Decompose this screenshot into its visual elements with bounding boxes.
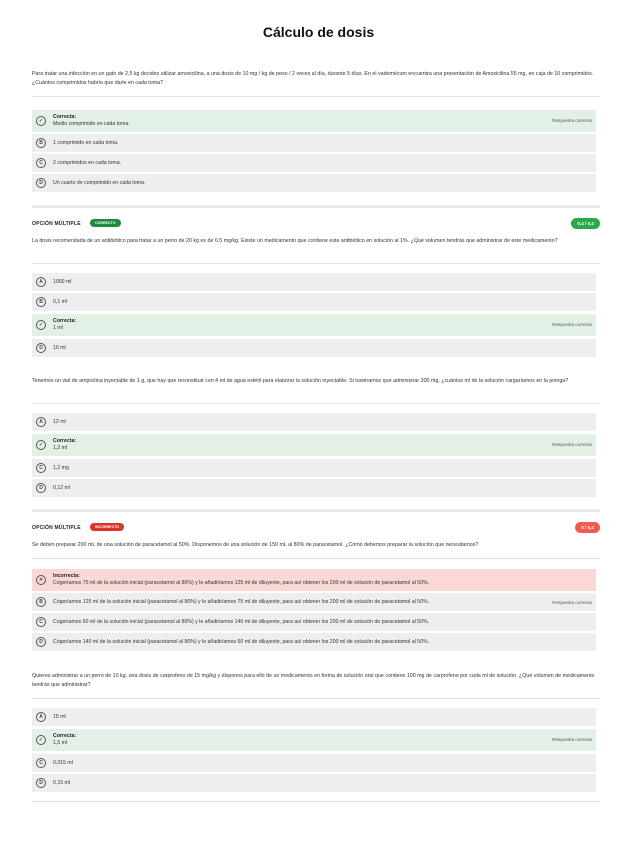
option-text: 1,2 mg [53, 465, 69, 471]
x-circle-icon: ✕ [36, 575, 46, 585]
option[interactable] [32, 413, 596, 431]
option-correct[interactable] [32, 314, 596, 336]
section-divider [32, 205, 600, 208]
correct-label: Correcta: [53, 438, 77, 444]
question-text: Tenemos un vial de ampicilina inyectable de 1 g, que hay que reconstituir con 4 ml de agua estéril para elaborar la solución inyectable. Si tuviéramos que administrar 300 mg, ¿cuántos ml de la solución cargaríamos en la jeringa? [32, 378, 569, 384]
option[interactable] [32, 273, 596, 291]
option[interactable] [32, 293, 596, 311]
option-letter: A [36, 417, 46, 427]
option-letter: C [36, 463, 46, 473]
correct-label: Correcta: [53, 114, 77, 120]
right-answer-label: Respuesta correcta [552, 600, 592, 605]
correct-label: Correcta: [53, 318, 77, 324]
divider [32, 263, 600, 264]
option[interactable] [32, 479, 596, 497]
option-text: Cogeríamos 60 ml de la solución inicial (paracetamol al 80%) y le añadiríamos 140 ml de diluyente, para así obtener los 200 ml de solución de paracetamol al 50%. [53, 619, 430, 625]
right-answer-label: Respuesta correcta [552, 442, 592, 447]
option-letter: D [36, 778, 46, 788]
option-letter: D [36, 178, 46, 188]
option-letter: B [36, 597, 46, 607]
option-text: Cogeríamos 140 ml de la solución inicial (paracetamol al 80%) y le añadiríamos 60 ml de diluyente, para así obtener los 200 ml de solución de paracetamol al 50%. [53, 639, 430, 645]
option-letter: A [36, 277, 46, 287]
question-type: OPCIÓN MÚLTIPLE [32, 525, 81, 531]
option-text: 1000 ml [53, 279, 72, 285]
question-text: La dosis recomendada de un antibiótico para tratar a un perro de 20 kg es de 0.5 mg/kg. Existe un medicamento que contiene este antibiótico en solución al 1%. ¿Qué volumen tendrás que administrar de este medicamento? [32, 238, 558, 244]
question-text: Para tratar una infección en un gato de 2,5 kg decides utilizar amoxicilina, a una dosis de 10 mg / kg de peso / 2 veces al día, durante 5 días. En el vademécum encuentra una presentación de Amoxicilina 55 mg, en caja de 10 comprimidos. ¿Cuántos comprimidos habría que darle en cada toma? [32, 71, 594, 86]
right-answer-label: Respuesta correcta [552, 322, 592, 327]
option-letter: B [36, 138, 46, 148]
option[interactable] [32, 134, 596, 152]
option-text: Un cuarto de comprimido en cada toma. [53, 180, 146, 186]
score-badge: 0,4 / 0,4 [571, 218, 600, 229]
correct-label: Correcta: [53, 733, 77, 739]
option-letter: C [36, 617, 46, 627]
option-letter: A [36, 712, 46, 722]
check-circle-icon: ✓ [36, 116, 46, 126]
status-badge: CORRECTO [90, 219, 121, 227]
option[interactable] [32, 754, 596, 772]
question-text: Quieres administrar a un perro de 10 kg, una dosis de carprofeno de 15 mg/kg y dispones para ello de un medicamento en forma de solución oral que contiene 100 mg de carprofeno por cada ml de solución. ¿Qué volumen de medicamento tendrás que administrar? [32, 673, 595, 688]
option-text: Cogeríamos 75 ml de la solución inicial (paracetamol al 80%) y le añadiríamos 125 ml de diluyente, para así obtener los 200 ml de solución de paracetamol al 50%. [53, 580, 430, 586]
check-circle-icon: ✓ [36, 440, 46, 450]
option-incorrect[interactable] [32, 569, 596, 591]
incorrect-label: Incorrecta: [53, 573, 80, 579]
divider [32, 403, 600, 404]
option[interactable] [32, 633, 596, 651]
check-circle-icon: ✓ [36, 320, 46, 330]
option-text: 12 ml [53, 419, 66, 425]
option[interactable] [32, 613, 596, 631]
option-letter: C [36, 158, 46, 168]
option-correct[interactable] [32, 729, 596, 751]
divider [32, 698, 600, 699]
status-badge: INCORRECTO [90, 523, 124, 531]
option[interactable] [32, 708, 596, 726]
option-text: 1 comprimido en cada toma. [53, 140, 119, 146]
question-type: OPCIÓN MÚLTIPLE [32, 221, 81, 227]
option-text: 0,15 ml [53, 780, 71, 786]
divider [32, 801, 600, 802]
option[interactable] [32, 774, 596, 792]
option[interactable] [32, 593, 596, 611]
right-answer-label: Respuesta correcta [552, 118, 592, 123]
option-text: 0,015 ml [53, 760, 73, 766]
question-header [32, 522, 600, 534]
divider [32, 558, 600, 559]
divider [32, 96, 600, 97]
option-text: 1,5 ml [53, 740, 68, 746]
option-letter: D [36, 343, 46, 353]
option-text: Cogeríamos 125 ml de la solución inicial (paracetamol al 80%) y le añadiríamos 75 ml de diluyente, para así obtener los 200 ml de solución de paracetamol al 50%. [53, 599, 430, 605]
option[interactable] [32, 154, 596, 172]
option-letter: D [36, 483, 46, 493]
option-text: 1 ml [53, 325, 63, 331]
score-badge: 0 / 0,4 [575, 522, 600, 533]
option-letter: B [36, 297, 46, 307]
option-text: 1,2 ml [53, 445, 68, 451]
option-letter: C [36, 758, 46, 768]
page-title: Cálculo de dosis [262, 24, 375, 40]
question-header [32, 218, 600, 230]
question-text: Se deben preparar 200 mL de una solución de paracetamol al 50%. Disponemos de una solución de 150 mL al 80% de paracetamol. ¿Cómo debemos preparar la solución que necesitamos? [32, 542, 479, 548]
option-letter: D [36, 637, 46, 647]
option-text: 15 ml [53, 714, 66, 720]
option-text: 10 ml [53, 345, 66, 351]
option-correct[interactable] [32, 110, 596, 132]
option-text: 0,12 ml [53, 485, 71, 491]
option-text: 2 comprimidos en cada toma. [53, 160, 122, 166]
section-divider [32, 509, 600, 512]
check-circle-icon: ✓ [36, 735, 46, 745]
option-correct[interactable] [32, 434, 596, 456]
option-text: 0,1 ml [53, 299, 68, 305]
right-answer-label: Respuesta correcta [552, 737, 592, 742]
option[interactable] [32, 459, 596, 477]
option[interactable] [32, 174, 596, 192]
option[interactable] [32, 339, 596, 357]
option-text: Medio comprimido en cada toma. [53, 121, 130, 127]
